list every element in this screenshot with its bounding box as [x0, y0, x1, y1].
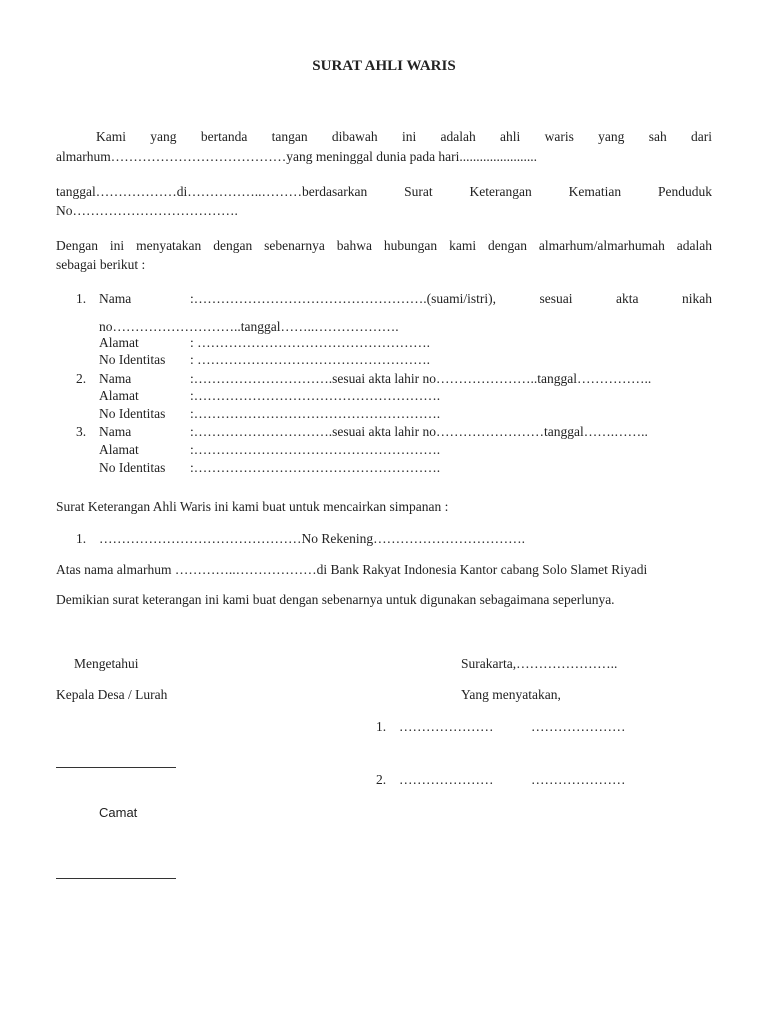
- heir-3-id-label: No Identitas: [99, 460, 166, 475]
- heir-2-id-value: :……………………………………………….: [190, 406, 441, 421]
- heir-3-id-value: :……………………………………………….: [190, 460, 441, 475]
- heir-1-address-value: : …………………………………………….: [190, 335, 431, 350]
- heir-2-name-value: :………………………….sesuai akta lahir no…………………..tanggal……………..: [190, 371, 652, 386]
- heir-2-address-label: Alamat: [99, 388, 139, 403]
- declarant-1-signature: …………………: [531, 719, 626, 734]
- heir-3-number: 3.: [76, 424, 87, 439]
- camat-signature-line: [56, 878, 176, 879]
- declarant-label: Yang menyatakan,: [461, 687, 561, 702]
- camat-label: Camat: [99, 805, 138, 820]
- declarant-1-name: …………………: [399, 719, 494, 734]
- document-title: SURAT AHLI WARIS: [312, 58, 456, 74]
- closing-statement: Demikian surat keterangan ini kami buat dengan sebenarnya untuk digunakan sebagaimana seperlunya.: [56, 592, 615, 607]
- heir-1-name-value: :…………………………………………….(suami/istri), sesuai akta nikah: [190, 291, 712, 306]
- intro-line-3: tanggal………………di……………..………berdasarkan Surat Keterangan Kematian Penduduk: [56, 184, 712, 199]
- heir-2-id-label: No Identitas: [99, 406, 166, 421]
- purpose-statement: Surat Keterangan Ahli Waris ini kami buat untuk mencairkan simpanan :: [56, 499, 449, 514]
- intro-line-1-text: Kami yang bertanda tangan dibawah ini adalah ahli waris yang sah dari: [96, 129, 712, 144]
- declarant-2-number: 2.: [376, 772, 387, 787]
- village-head-signature-line: [56, 767, 176, 768]
- purpose-item-text: ………………………………………No Rekening…………………………….: [99, 531, 525, 546]
- acknowledged-label: Mengetahui: [74, 656, 139, 671]
- village-head-label: Kepala Desa / Lurah: [56, 687, 168, 702]
- heir-3-address-value: :……………………………………………….: [190, 442, 441, 457]
- declarant-1-number: 1.: [376, 719, 387, 734]
- declarant-2-name: …………………: [399, 772, 494, 787]
- account-holder-line: Atas nama almarhum …………..………………di Bank Rakyat Indonesia Kantor cabang Solo Slamet Riyadi: [56, 562, 648, 577]
- heir-1-id-value: : …………………………………………….: [190, 352, 431, 367]
- heir-3-name-value: :………………………….sesuai akta lahir no……………………tanggal…….……..: [190, 424, 648, 439]
- intro-line-1: [56, 128, 712, 145]
- heir-1-number: 1.: [76, 291, 87, 306]
- heir-2-name-label: Nama: [99, 371, 132, 386]
- purpose-item-number: 1.: [76, 531, 87, 546]
- place-date: Surakarta,…………………..: [461, 656, 618, 671]
- intro-line-4: No……………………………….: [56, 203, 238, 218]
- heir-1-continuation: no………………………..tanggal……..……………….: [99, 319, 399, 334]
- heir-2-number: 2.: [76, 371, 87, 386]
- declaration-line-1: Dengan ini menyatakan dengan sebenarnya bahwa hubungan kami dengan almarhum/almarhumah adalah: [56, 238, 712, 253]
- heir-1-name-label: Nama: [99, 291, 132, 306]
- heir-3-address-label: Alamat: [99, 442, 139, 457]
- heir-3-name-label: Nama: [99, 424, 132, 439]
- heir-2-address-value: :……………………………………………….: [190, 388, 441, 403]
- declaration-line-2: sebagai berikut :: [56, 257, 146, 272]
- heir-1-address-label: Alamat: [99, 335, 139, 350]
- heir-1-id-label: No Identitas: [99, 352, 166, 367]
- declarant-2-signature: …………………: [531, 772, 626, 787]
- intro-line-2: almarhum…………………………………yang meninggal dunia pada hari.......................: [56, 149, 538, 164]
